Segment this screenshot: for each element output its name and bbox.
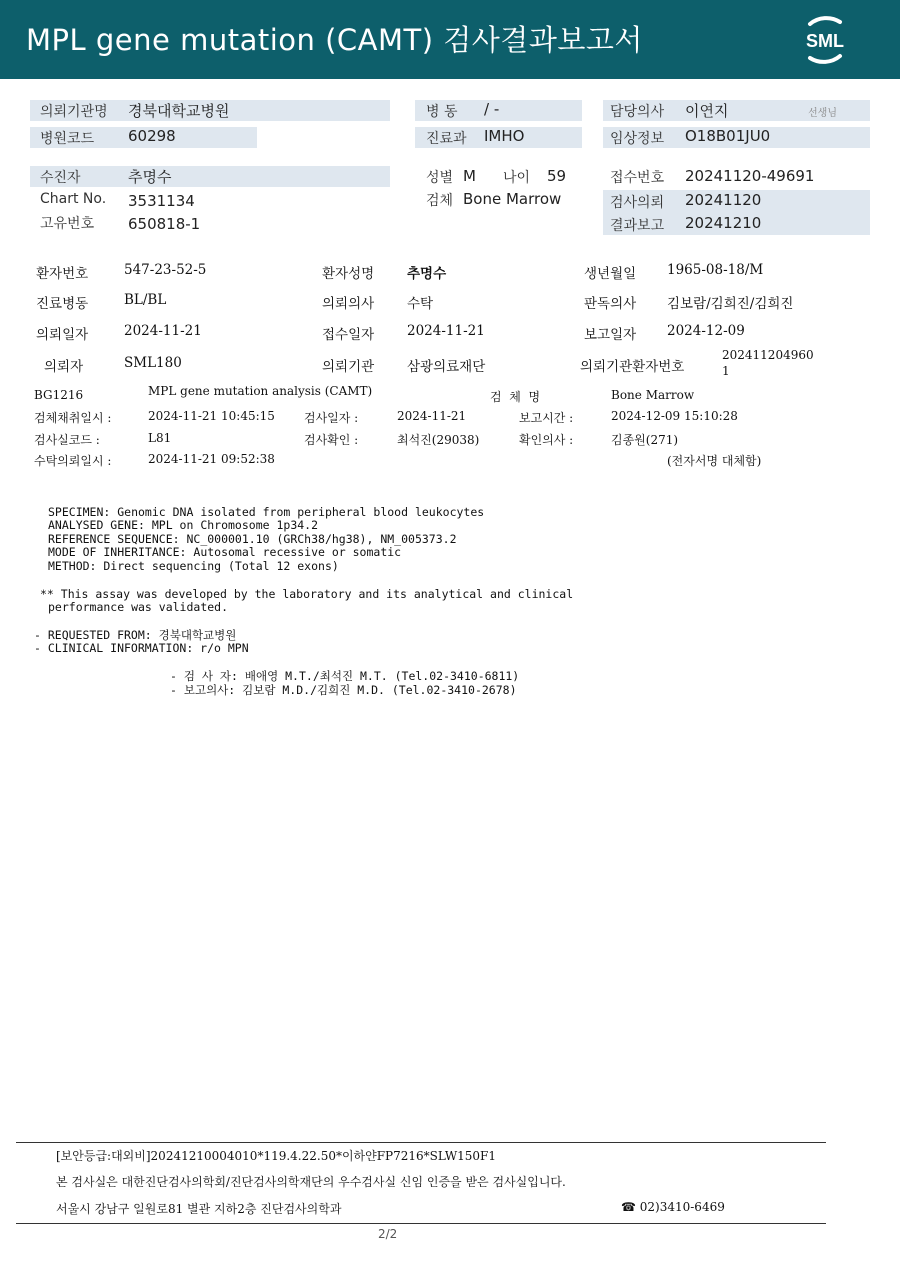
ward-grid-label: 진료병동: [36, 296, 89, 312]
pid-value: 547-23-52-5: [124, 262, 207, 278]
clinical-info: - CLINICAL INFORMATION: r/o MPN: [34, 641, 249, 655]
name-label: 환자성명: [322, 266, 375, 282]
reqdate-value: 2024-11-21: [124, 323, 202, 339]
clinical-value: O18B01JU0: [685, 127, 771, 145]
ward-value: / -: [484, 100, 500, 118]
tester-line: - 검 사 자: 배애영 M.T./최석진 M.T. (Tel.02-3410-6811): [170, 669, 520, 683]
report-body-block: [48, 506, 484, 573]
specimen-label: 검체: [426, 193, 454, 209]
assay-note-1: ** This assay was developed by the laboratory and its analytical and clinical: [40, 587, 574, 601]
confirmdoc-label: 확인의사 :: [519, 433, 574, 447]
body-line: ANALYSED GENE: MPL on Chromosome 1p34.2: [48, 518, 319, 533]
dept-value: IMHO: [484, 127, 525, 145]
sml-logo: [796, 12, 854, 66]
collect-value: 2024-11-21 10:45:15: [148, 409, 275, 423]
collect-label: 검체채취일시 :: [34, 411, 112, 425]
reqdate-label: 의뢰일자: [36, 327, 89, 343]
labcode-value: L81: [148, 431, 172, 445]
recvdate-value: 2024-11-21: [407, 323, 485, 339]
patient-value: 추명수: [128, 168, 172, 186]
hospital-code-label: 병원코드: [40, 131, 95, 147]
logo-text: SML: [806, 31, 844, 51]
unique-label: 고유번호: [40, 216, 95, 232]
page-number: 2/2: [378, 1227, 398, 1241]
reqdoc-label: 의뢰의사: [322, 296, 375, 312]
readdoc-value: 김보람/김희진/김희진: [667, 296, 794, 312]
dob-value: 1965-08-18/M: [667, 262, 764, 278]
entrust-label: 수탁의뢰일시 :: [34, 454, 112, 468]
footer-rule-top: [16, 1142, 826, 1143]
test-specimen-value: Bone Marrow: [611, 388, 695, 402]
patient-label: 수진자: [40, 170, 81, 186]
report-value: 20241210: [685, 214, 762, 232]
institution-value: 경북대학교병원: [128, 102, 230, 120]
doctor-value: 이연지: [685, 102, 729, 120]
dept-label: 진료과: [426, 131, 467, 147]
chart-label: Chart No.: [40, 191, 107, 207]
name-value: 추명수: [407, 266, 447, 282]
ward-label: 병 동: [426, 104, 458, 120]
instpid-value-1: 202411204960: [722, 348, 814, 362]
receipt-label: 접수번호: [610, 170, 665, 186]
readdoc-label: 판독의사: [584, 296, 637, 312]
requester-label: 의뢰자: [44, 359, 84, 375]
confirm-value: 최석진(29038): [397, 433, 480, 447]
repdate-label: 보고일자: [584, 327, 637, 343]
chart-value: 3531134: [128, 192, 195, 210]
footer-rule-bottom: [16, 1223, 826, 1224]
requester-value: SML180: [124, 355, 182, 371]
reporter-line: - 보고의사: 김보람 M.D./김희진 M.D. (Tel.02-3410-2678): [170, 683, 517, 697]
phone-line: ☎ 02)3410-6469: [621, 1200, 725, 1214]
dob-label: 생년월일: [584, 266, 637, 282]
doctor-label: 담당의사: [610, 104, 665, 120]
request-label: 검사의뢰: [610, 195, 665, 211]
recvdate-label: 접수일자: [322, 327, 375, 343]
instpid-label: 의뢰기관환자번호: [580, 359, 685, 375]
sex-label: 성별: [426, 170, 454, 186]
sex-value: M: [463, 167, 476, 185]
ward-grid-value: BL/BL: [124, 292, 167, 308]
test-code: BG1216: [34, 388, 84, 402]
age-value: 59: [547, 167, 567, 185]
test-specimen-label: 검 체 명: [490, 390, 541, 404]
request-value: 20241120: [685, 191, 762, 209]
address-line: 서울시 강남구 일원로81 별관 지하2층 진단검사의학과: [56, 1202, 342, 1216]
doctor-suffix: 선생님: [808, 108, 837, 119]
labcode-label: 검사실코드 :: [34, 433, 100, 447]
esign-note: (전자서명 대체함): [667, 454, 762, 468]
confirm-label: 검사확인 :: [304, 433, 359, 447]
confirmdoc-value: 김종원(271): [611, 433, 679, 447]
entrust-value: 2024-11-21 09:52:38: [148, 452, 275, 466]
report-label: 결과보고: [610, 218, 665, 234]
body-line: REFERENCE SEQUENCE: NC_000001.10 (GRCh38/hg38), NM_005373.2: [48, 531, 457, 546]
testdate-label: 검사일자 :: [304, 411, 359, 425]
security-line: [보안등급:대외비]20241210004010*119.4.22.50*이하얀FP7216*SLW150F1: [56, 1149, 497, 1163]
body-line: MODE OF INHERITANCE: Autosomal recessive or somatic: [48, 545, 402, 560]
pid-label: 환자번호: [36, 266, 89, 282]
age-label: 나이: [503, 170, 531, 186]
test-name: MPL gene mutation analysis (CAMT): [148, 384, 373, 398]
hospital-code-value: 60298: [128, 127, 176, 145]
requested-from: - REQUESTED FROM: 경북대학교병원: [34, 628, 237, 642]
patient-box: [30, 166, 390, 187]
reqinst-value: 삼광의료재단: [407, 359, 486, 375]
testdate-value: 2024-11-21: [397, 409, 467, 423]
reqdoc-value: 수탁: [407, 296, 434, 312]
reporttime-value: 2024-12-09 15:10:28: [611, 409, 738, 423]
receipt-value: 20241120-49691: [685, 167, 815, 185]
repdate-value: 2024-12-09: [667, 323, 745, 339]
assay-note-2: performance was validated.: [48, 600, 229, 614]
institution-label: 의뢰기관명: [40, 104, 108, 120]
specimen-value: Bone Marrow: [463, 190, 562, 208]
body-line: SPECIMEN: Genomic DNA isolated from peripheral blood leukocytes: [48, 505, 485, 519]
certification-line: 본 검사실은 대한진단검사의학회/진단검사의학재단의 우수검사실 신임 인증을 받은 검사실입니다.: [56, 1175, 566, 1189]
report-title: MPL gene mutation (CAMT) 검사결과보고서: [26, 23, 643, 57]
reqinst-label: 의뢰기관: [322, 359, 375, 375]
clinical-label: 임상정보: [610, 131, 665, 147]
body-line: METHOD: Direct sequencing (Total 12 exons): [48, 558, 339, 573]
instpid-value-2: 1: [722, 364, 730, 378]
report-header: [0, 0, 900, 79]
reporttime-label: 보고시간 :: [519, 411, 574, 425]
unique-value: 650818-1: [128, 215, 201, 233]
